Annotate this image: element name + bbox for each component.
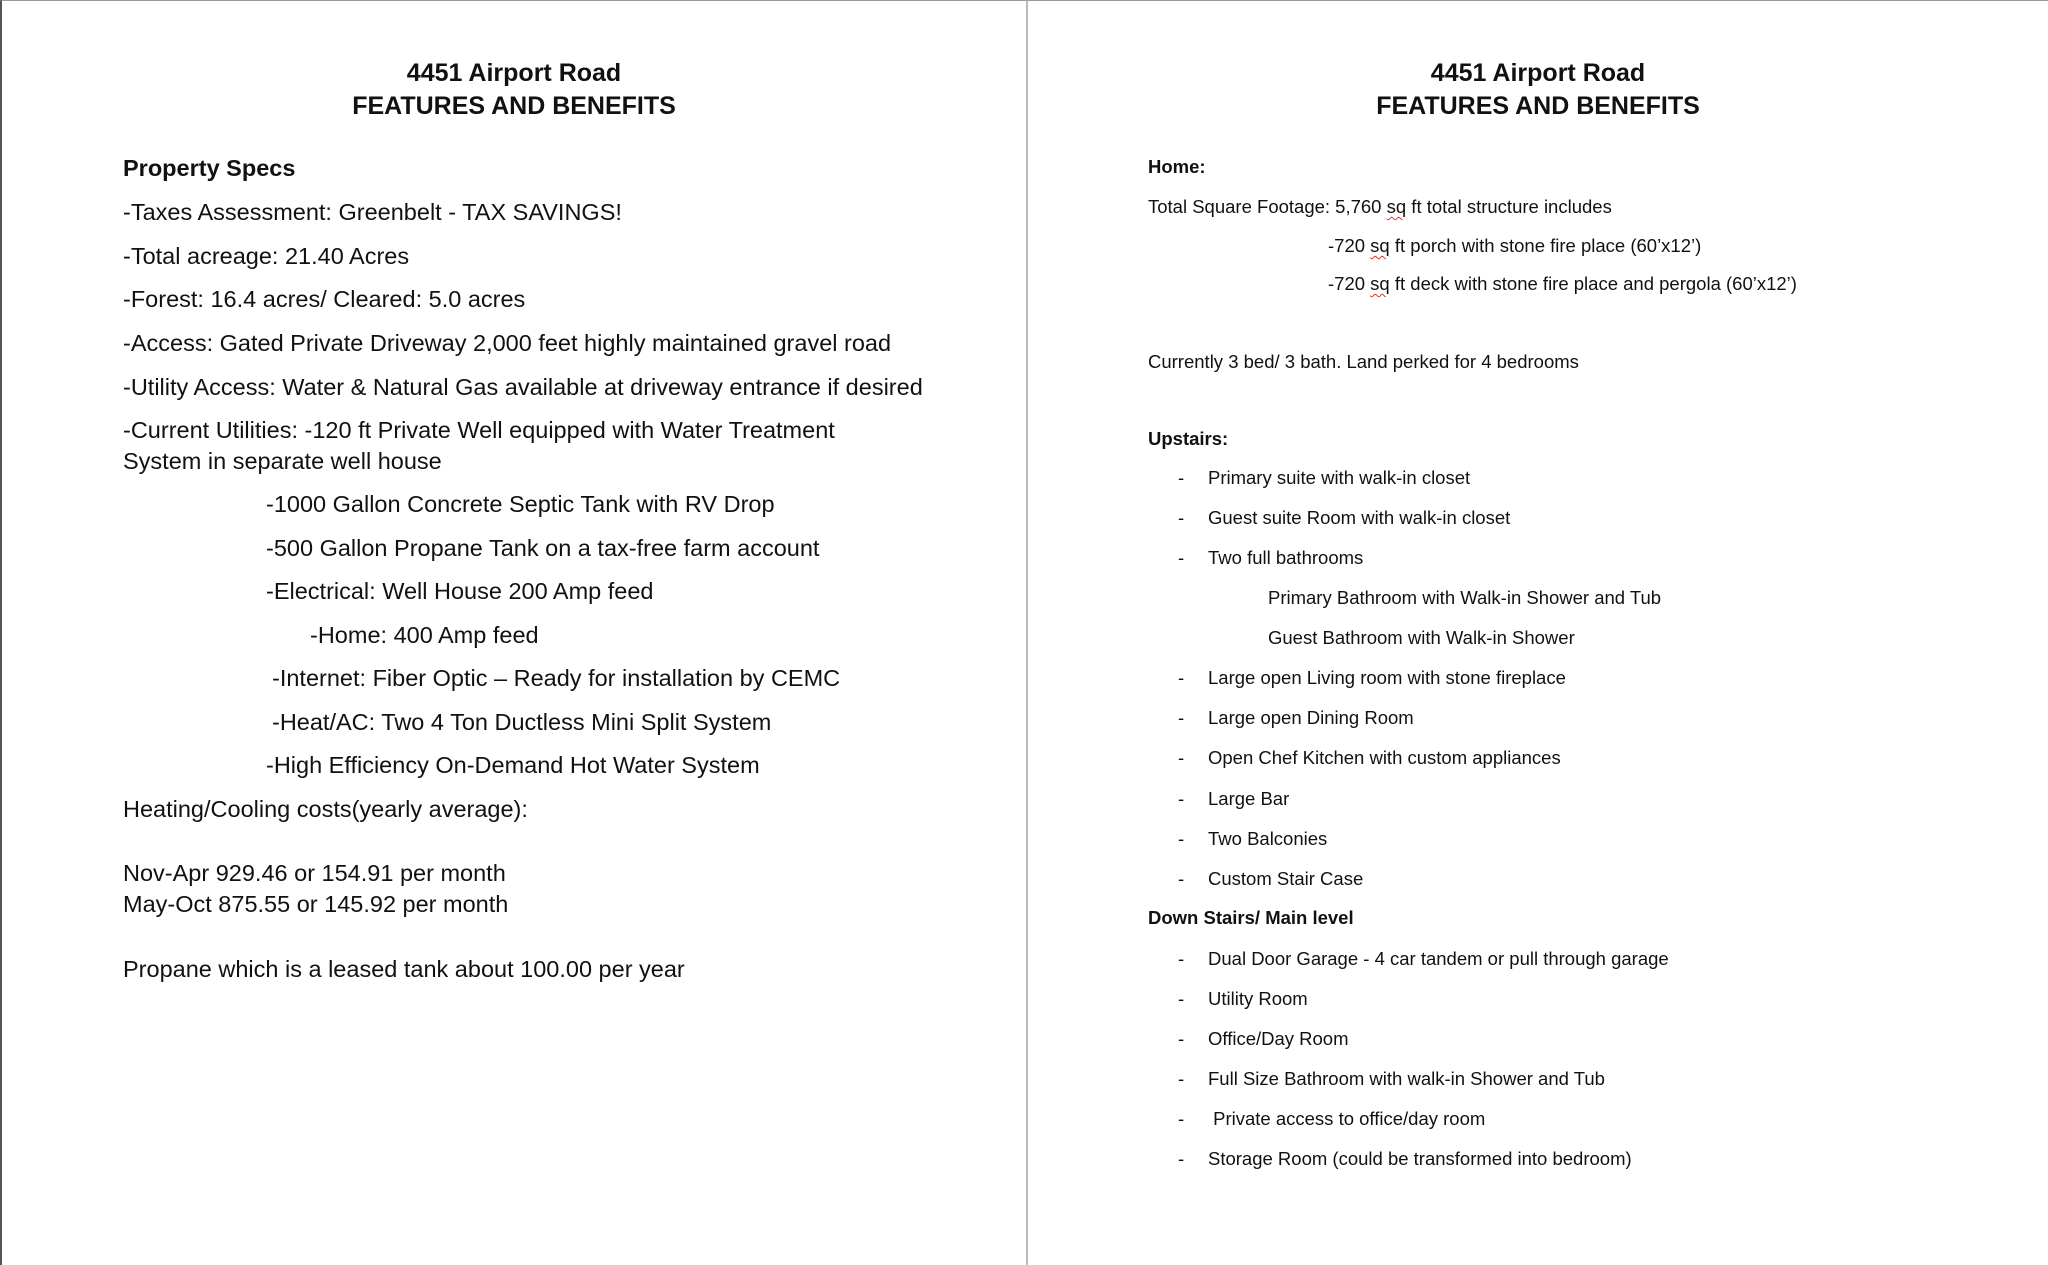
list-dash: - — [1178, 948, 1185, 969]
spec-current-utilities-cont: System in separate well house — [123, 448, 442, 474]
list-item: Large Bar — [1208, 788, 1290, 809]
downstairs-heading: Down Stairs/ Main level — [1148, 907, 1354, 928]
list-dash: - — [1178, 1148, 1185, 1169]
property-specs-heading: Property Specs — [123, 155, 296, 181]
spec-utility-access: -Utility Access: Water & Natural Gas available at driveway entrance if desired — [123, 374, 923, 400]
list-item: Large open Dining Room — [1208, 707, 1414, 728]
spec-propane-tank: -500 Gallon Propane Tank on a tax-free farm account — [266, 535, 820, 561]
list-dash: - — [1178, 467, 1185, 488]
list-item: Full Size Bathroom with walk-in Shower and Tub — [1208, 1068, 1605, 1089]
list-item: Primary suite with walk-in closet — [1208, 467, 1471, 488]
list-dash: - — [1178, 868, 1185, 889]
total-square-footage: Total Square Footage: 5,760 sq ft total structure includes — [1148, 196, 1612, 217]
list-dash: - — [1178, 547, 1185, 568]
porch-spec: -720 sq ft porch with stone fire place (60’x12’) — [1328, 235, 1702, 256]
list-item: Utility Room — [1208, 988, 1308, 1009]
list-dash: - — [1178, 507, 1185, 528]
list-item: Open Chef Kitchen with custom appliances — [1208, 747, 1561, 768]
spec-septic: -1000 Gallon Concrete Septic Tank with RV Drop — [266, 491, 775, 517]
sub-item-guest-bath: Guest Bathroom with Walk-in Shower — [1268, 627, 1575, 648]
page-title-subtitle: FEATURES AND BENEFITS — [1376, 92, 1700, 120]
list-dash: - — [1178, 667, 1185, 688]
right-page — [1026, 0, 2048, 1265]
costs-propane: Propane which is a leased tank about 100.00 per year — [123, 956, 685, 982]
costs-nov-apr: Nov-Apr 929.46 or 154.91 per month — [123, 860, 506, 886]
spec-hot-water: -High Efficiency On-Demand Hot Water System — [266, 752, 760, 778]
spec-internet: -Internet: Fiber Optic – Ready for installation by CEMC — [272, 665, 841, 691]
costs-heading: Heating/Cooling costs(yearly average): — [123, 796, 528, 822]
list-item: Private access to office/day room — [1208, 1108, 1486, 1129]
list-item: Custom Stair Case — [1208, 868, 1364, 889]
list-item: Large open Living room with stone fireplace — [1208, 667, 1566, 688]
costs-may-oct: May-Oct 875.55 or 145.92 per month — [123, 891, 509, 917]
list-dash: - — [1178, 1108, 1185, 1129]
list-item: Guest suite Room with walk-in closet — [1208, 507, 1511, 528]
list-item: Office/Day Room — [1208, 1028, 1349, 1049]
spec-heat-ac: -Heat/AC: Two 4 Ton Ductless Mini Split System — [272, 709, 772, 735]
list-dash: - — [1178, 988, 1185, 1009]
spec-forest: -Forest: 16.4 acres/ Cleared: 5.0 acres — [123, 286, 526, 312]
list-dash: - — [1178, 747, 1185, 768]
page-title-address: 4451 Airport Road — [406, 59, 622, 87]
list-dash: - — [1178, 1028, 1185, 1049]
spec-electrical: -Electrical: Well House 200 Amp feed — [266, 578, 654, 604]
list-item: Dual Door Garage - 4 car tandem or pull through garage — [1208, 948, 1669, 969]
spec-acreage: -Total acreage: 21.40 Acres — [123, 243, 410, 269]
bed-bath-summary: Currently 3 bed/ 3 bath. Land perked for 4 bedrooms — [1148, 351, 1579, 372]
list-item: Storage Room (could be transformed into bedroom) — [1208, 1148, 1632, 1169]
spec-access: -Access: Gated Private Driveway 2,000 feet highly maintained gravel road — [123, 330, 892, 356]
list-dash: - — [1178, 788, 1185, 809]
list-dash: - — [1178, 1068, 1185, 1089]
list-dash: - — [1178, 828, 1185, 849]
deck-spec: -720 sq ft deck with stone fire place and pergola (60’x12’) — [1328, 273, 1797, 294]
home-heading: Home: — [1148, 156, 1206, 177]
page-title-subtitle: FEATURES AND BENEFITS — [352, 92, 676, 120]
list-item: Two Balconies — [1208, 828, 1328, 849]
spec-taxes: -Taxes Assessment: Greenbelt - TAX SAVINGS! — [123, 199, 622, 225]
page-title-address: 4451 Airport Road — [1430, 59, 1646, 87]
spec-home-feed: -Home: 400 Amp feed — [310, 622, 539, 648]
upstairs-heading: Upstairs: — [1148, 428, 1229, 449]
list-item: Two full bathrooms — [1208, 547, 1364, 568]
sub-item-primary-bath: Primary Bathroom with Walk-in Shower and Tub — [1268, 587, 1662, 608]
spec-current-utilities: -Current Utilities: -120 ft Private Well equipped with Water Treatment — [123, 417, 835, 443]
list-dash: - — [1178, 707, 1185, 728]
